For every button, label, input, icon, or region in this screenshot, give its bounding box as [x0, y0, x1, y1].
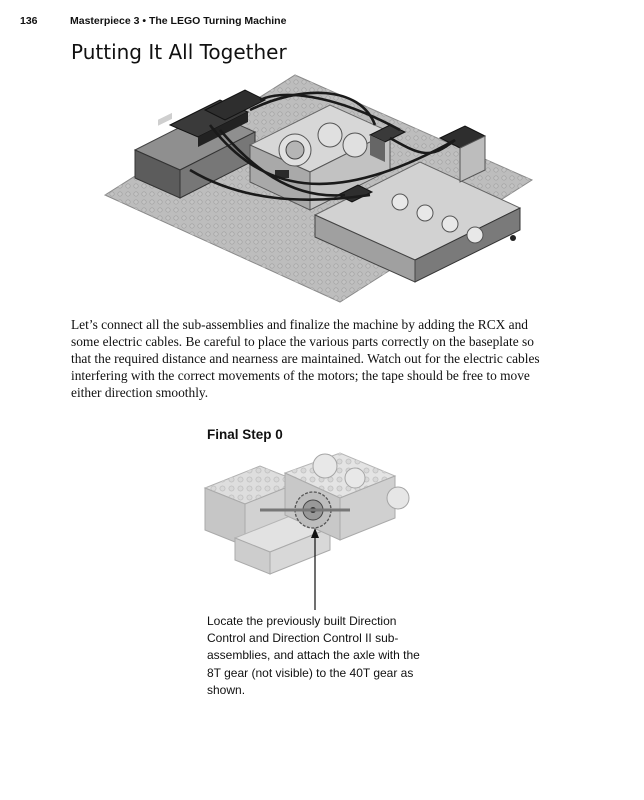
running-header: [20, 15, 286, 27]
final-step-illustration: [200, 448, 415, 610]
section-title: Putting It All Together: [71, 40, 287, 64]
step-title: Final Step 0: [207, 427, 283, 442]
step-callout-text: Locate the previously built Direction Control and Direction Control II sub-assemblies, and attach the axle with the 8T gear (not visible) to the 40T gear as shown.: [207, 614, 420, 697]
body-paragraph: Let’s connect all the sub-assemblies and finalize the machine by adding the RCX and some electric cables. Be careful to place the various parts correctly on the baseplate so that the required distance and nearness are maintained. Watch out for the electric cables interfering with the correct movements of the motors; the tape should be free to move either direction smoothly.: [71, 317, 540, 400]
page-number: 136: [20, 15, 38, 27]
lego-machine-illustration: [100, 70, 540, 308]
running-title: Masterpiece 3 • The LEGO Turning Machine: [70, 15, 287, 27]
